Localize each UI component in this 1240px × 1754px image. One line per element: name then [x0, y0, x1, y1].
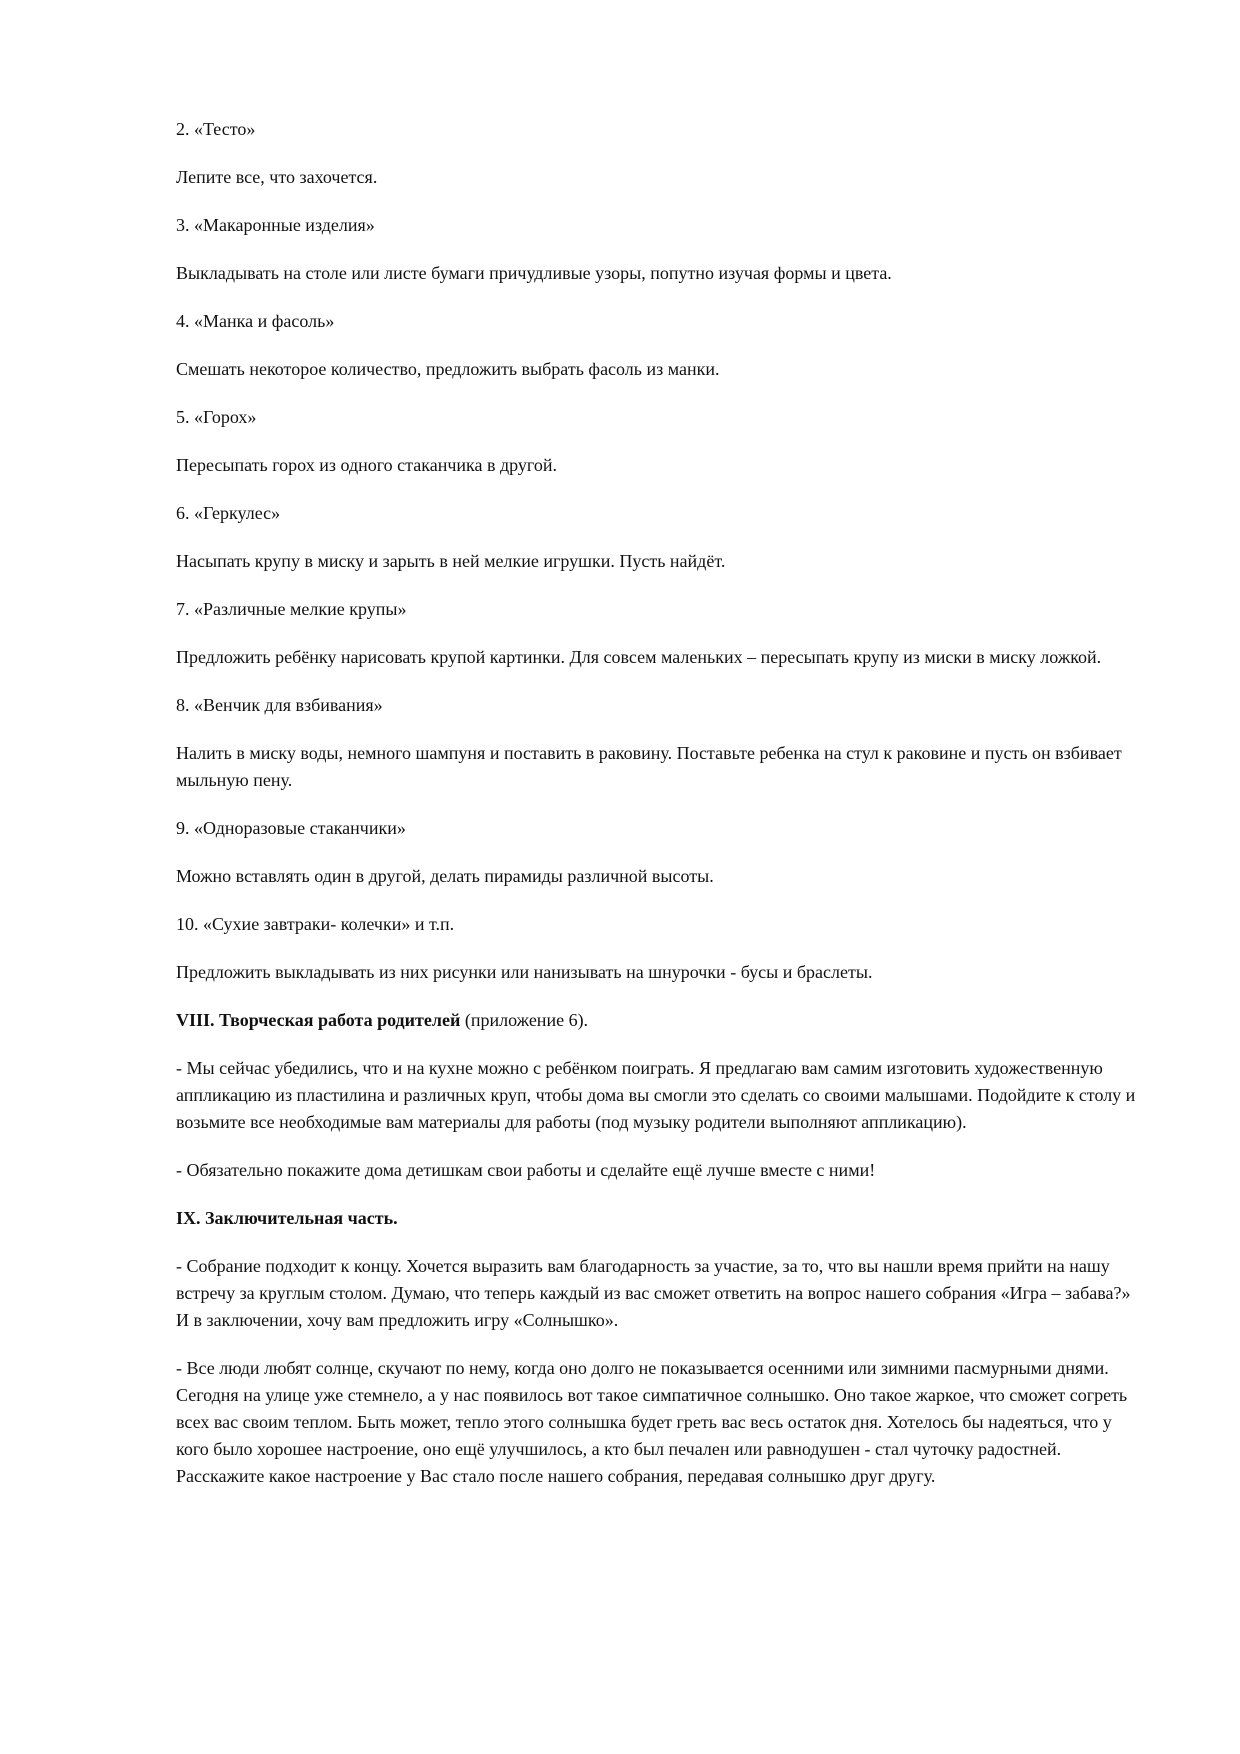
- item-text: Лепите все, что захочется.: [176, 167, 378, 187]
- section-9-paragraph: - Собрание подходит к концу. Хочется выразить вам благодарность за участие, за то, что вы нашли время прийти на нашу встречу за круглым столом. Думаю, что теперь каждый из вас сможет ответить на вопрос нашего собрания «Игра – забава?» И в заключении, хочу вам предложить игру «Солнышко».: [176, 1256, 1131, 1330]
- item-text: Насыпать крупу в миску и зарыть в ней мелкие игрушки. Пусть найдёт.: [176, 551, 726, 571]
- section-8-paragraph: - Мы сейчас убедились, что и на кухне можно с ребёнком поиграть. Я предлагаю вам самим изготовить художественную аппликацию из пластилина и различных круп, чтобы дома вы смогли это сделать со своими малышами. Подойдите к столу и возьмите все необходимые вам материалы для работы (под музыку родители выполняют аппликацию).: [176, 1058, 1136, 1132]
- item-heading: 8. «Венчик для взбивания»: [176, 695, 383, 715]
- item-heading: 3. «Макаронные изделия»: [176, 215, 375, 235]
- item-heading: 4. «Манка и фасоль»: [176, 311, 335, 331]
- item-text: Налить в миску воды, немного шампуня и поставить в раковину. Поставьте ребенка на стул к раковине и пусть он взбивает мыльную пену.: [176, 743, 1122, 790]
- item-heading: 7. «Различные мелкие крупы»: [176, 599, 407, 619]
- section-8-title-bold: VIII. Творческая работа родителей: [176, 1010, 461, 1030]
- item-text: Пересыпать горох из одного стаканчика в другой.: [176, 455, 557, 475]
- item-text: Смешать некоторое количество, предложить выбрать фасоль из манки.: [176, 359, 720, 379]
- section-9-title: IX. Заключительная часть.: [176, 1208, 398, 1228]
- item-heading: 10. «Сухие завтраки- колечки» и т.п.: [176, 914, 455, 934]
- item-text: Предложить ребёнку нарисовать крупой картинки. Для совсем маленьких – пересыпать крупу из миски в миску ложкой.: [176, 647, 1102, 667]
- section-8-title: [176, 1007, 1146, 1034]
- item-text: Выкладывать на столе или листе бумаги причудливые узоры, попутно изучая формы и цвета.: [176, 263, 892, 283]
- document-page: [176, 116, 1146, 1511]
- item-heading: 6. «Геркулес»: [176, 503, 281, 523]
- item-text: Можно вставлять один в другой, делать пирамиды различной высоты.: [176, 866, 714, 886]
- section-8-title-rest: (приложение 6).: [460, 1010, 589, 1030]
- item-heading: 5. «Горох»: [176, 407, 257, 427]
- item-text: Предложить выкладывать из них рисунки или нанизывать на шнурочки - бусы и браслеты.: [176, 962, 873, 982]
- section-9-paragraph: - Все люди любят солнце, скучают по нему, когда оно долго не показывается осенними или зимними пасмурными днями. Сегодня на улице уже стемнело, а у нас появилось вот такое симпатичное солнышко. Оно такое жаркое, что сможет согреть всех вас своим теплом. Быть может, тепло этого солнышка будет греть вас весь остаток дня. Хотелось бы надеяться, что у кого было хорошее настроение, оно ещё улучшилось, а кто был печален или равнодушен - стал чуточку радостней. Расскажите какое настроение у Вас стало после нашего собрания, передавая солнышко друг другу.: [176, 1358, 1128, 1486]
- item-heading: 9. «Одноразовые стаканчики»: [176, 818, 406, 838]
- item-heading: 2. «Тесто»: [176, 119, 256, 139]
- section-8-paragraph: - Обязательно покажите дома детишкам свои работы и сделайте ещё лучше вместе с ними!: [176, 1160, 876, 1180]
